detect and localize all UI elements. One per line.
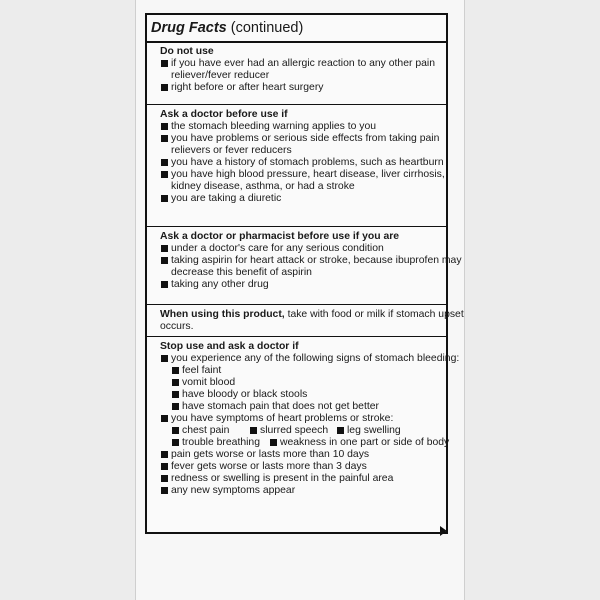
heart-symptoms-row-2 xyxy=(147,437,450,449)
list-item: if you have ever had an allergic reaction to any other pain reliever/fever reducer xyxy=(147,58,446,82)
list-item: taking aspirin for heart attack or stroke, because ibuprofen may decrease this benefit of aspirin xyxy=(147,255,446,279)
bullet-square-icon xyxy=(172,367,179,374)
section-title: Ask a doctor before use if xyxy=(160,109,288,120)
symptom: leg swelling xyxy=(347,425,401,436)
bullet-list xyxy=(147,449,446,497)
header-continued: (continued) xyxy=(226,20,304,36)
bullet-square-icon xyxy=(270,439,277,446)
list-item: have stomach pain that does not get better xyxy=(147,401,446,413)
section-divider xyxy=(147,104,446,105)
bullet-square-icon xyxy=(161,257,168,264)
list-item: have bloody or black stools xyxy=(147,389,446,401)
bullet-square-icon xyxy=(337,427,344,434)
bullet-square-icon xyxy=(172,403,179,410)
list-item: the stomach bleeding warning applies to you xyxy=(147,121,446,133)
section-stop-use xyxy=(147,341,460,497)
list-item: vomit blood xyxy=(147,377,446,389)
section-title: Do not use xyxy=(160,46,214,57)
bullet-square-icon xyxy=(172,427,179,434)
section-title: Stop use and ask a doctor if xyxy=(160,341,299,352)
bullet-square-icon xyxy=(161,195,168,202)
header-rule xyxy=(147,41,446,43)
bullet-square-icon xyxy=(161,415,168,422)
bullet-list xyxy=(147,243,462,291)
bullet-square-icon xyxy=(161,171,168,178)
bullet-square-icon xyxy=(172,379,179,386)
section-divider xyxy=(147,336,446,337)
header-title: Drug Facts xyxy=(151,20,227,36)
bullet-square-icon xyxy=(161,451,168,458)
bullet-square-icon xyxy=(161,281,168,288)
symptom: trouble breathing xyxy=(182,437,260,448)
list-item: you experience any of the following signs of stomach bleeding: xyxy=(147,353,446,365)
bullet-square-icon xyxy=(161,60,168,67)
section-when-using xyxy=(147,309,464,333)
bullet-square-icon xyxy=(161,135,168,142)
list-item: you have symptoms of heart problems or stroke: xyxy=(147,413,446,425)
list-item: you are taking a diuretic xyxy=(147,193,446,205)
drug-facts-panel xyxy=(145,13,464,534)
list-item: taking any other drug xyxy=(147,279,446,291)
bullet-square-icon xyxy=(172,439,179,446)
list-item: you have problems or serious side effects from taking pain relievers or fever reducers xyxy=(147,133,446,157)
section-ask-doctor xyxy=(147,109,446,205)
list-item: pain gets worse or lasts more than 10 days xyxy=(147,449,446,461)
bullet-square-icon xyxy=(161,487,168,494)
when-using-text: When using this product, take with food or milk if stomach upset occurs. xyxy=(160,309,464,332)
symptom: weakness in one part or side of body xyxy=(280,437,450,448)
list-item: redness or swelling is present in the painful area xyxy=(147,473,446,485)
bullet-square-icon xyxy=(250,427,257,434)
symptom: chest pain xyxy=(182,425,230,436)
list-item: any new symptoms appear xyxy=(147,485,446,497)
section-title: Ask a doctor or pharmacist before use if you are xyxy=(160,231,400,242)
bullet-square-icon xyxy=(161,475,168,482)
section-divider xyxy=(147,226,446,227)
list-item: under a doctor's care for any serious condition xyxy=(147,243,446,255)
section-do-not-use xyxy=(147,46,446,94)
bullet-square-icon xyxy=(161,355,168,362)
list-item: you have a history of stomach problems, such as heartburn xyxy=(147,157,446,169)
bullet-square-icon xyxy=(161,84,168,91)
list-item: fever gets worse or lasts more than 3 days xyxy=(147,461,446,473)
section-ask-pharmacist xyxy=(147,231,462,291)
section-divider xyxy=(147,304,446,305)
list-item: feel faint xyxy=(147,365,446,377)
bullet-square-icon xyxy=(161,123,168,130)
list-item: you have high blood pressure, heart disease, liver cirrhosis, kidney disease, asthma, or had a stroke xyxy=(147,169,446,193)
bullet-square-icon xyxy=(161,245,168,252)
bullet-list xyxy=(147,353,460,425)
bullet-square-icon xyxy=(161,159,168,166)
continue-arrow-icon xyxy=(440,526,447,536)
bullet-list xyxy=(147,121,446,205)
list-item: right before or after heart surgery xyxy=(147,82,446,94)
drug-facts-header xyxy=(151,20,303,37)
bullet-square-icon xyxy=(172,391,179,398)
bullet-list xyxy=(147,58,446,94)
bullet-square-icon xyxy=(161,463,168,470)
symptom: slurred speech xyxy=(260,425,329,436)
heart-symptoms-row-1 xyxy=(147,425,446,437)
